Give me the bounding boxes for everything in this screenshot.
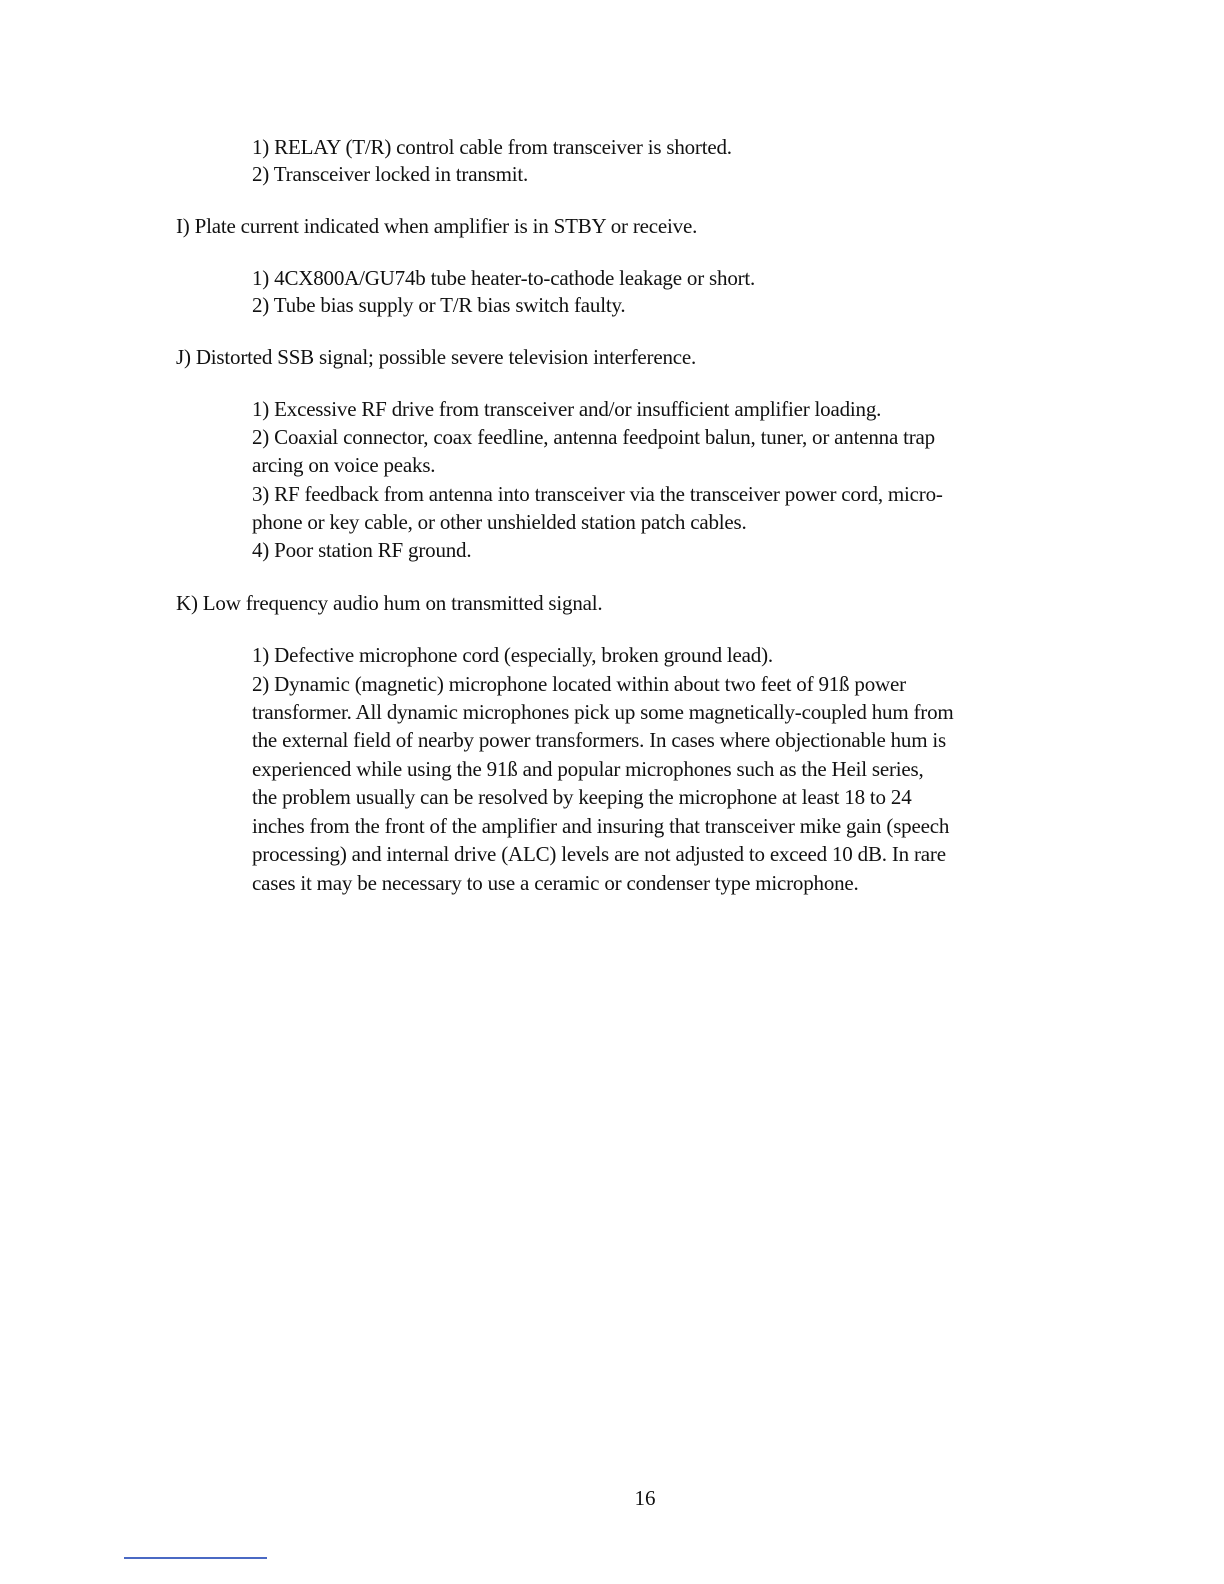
list-item-continuation: the problem usually can be resolved by keeping the microphone at least 18 to 24 — [252, 785, 912, 809]
list-item: 4) Poor station RF ground. — [252, 538, 472, 562]
list-item: 2) Tube bias supply or T/R bias switch faulty. — [252, 293, 626, 317]
list-item-continuation: phone or key cable, or other unshielded station patch cables. — [252, 510, 747, 534]
list-item: 2) Transceiver locked in transmit. — [252, 162, 529, 186]
list-item: 3) RF feedback from antenna into transceiver via the transceiver power cord, micro- — [252, 482, 943, 506]
list-item: 1) Excessive RF drive from transceiver and/or insufficient amplifier loading. — [252, 397, 882, 421]
section-heading-i: I) Plate current indicated when amplifier is in STBY or receive. — [176, 214, 698, 238]
list-item-continuation: arcing on voice peaks. — [252, 453, 436, 477]
list-item-continuation: cases it may be necessary to use a ceramic or condenser type microphone. — [252, 871, 859, 895]
list-item: 1) RELAY (T/R) control cable from transceiver is shorted. — [252, 135, 732, 159]
section-heading-j: J) Distorted SSB signal; possible severe television interference. — [176, 345, 697, 369]
list-item-continuation: the external field of nearby power transformers. In cases where objectionable hum is — [252, 728, 947, 752]
section-heading-k: K) Low frequency audio hum on transmitted signal. — [176, 591, 603, 615]
list-item-continuation: inches from the front of the amplifier and insuring that transceiver mike gain (speech — [252, 814, 950, 838]
page-number: 16 — [634, 1486, 656, 1510]
list-item-continuation: experienced while using the 91ß and popular microphones such as the Heil series, — [252, 757, 924, 781]
list-item: 2) Dynamic (magnetic) microphone located within about two feet of 91ß power — [252, 672, 906, 696]
bottom-rule — [124, 1557, 267, 1559]
list-item-continuation: transformer. All dynamic microphones pick up some magnetically-coupled hum from — [252, 700, 954, 724]
list-item-continuation: processing) and internal drive (ALC) levels are not adjusted to exceed 10 dB. In rare — [252, 842, 946, 866]
list-item: 1) 4CX800A/GU74b tube heater-to-cathode leakage or short. — [252, 266, 756, 290]
list-item: 1) Defective microphone cord (especially, broken ground lead). — [252, 643, 773, 667]
list-item: 2) Coaxial connector, coax feedline, antenna feedpoint balun, tuner, or antenna trap — [252, 425, 935, 449]
